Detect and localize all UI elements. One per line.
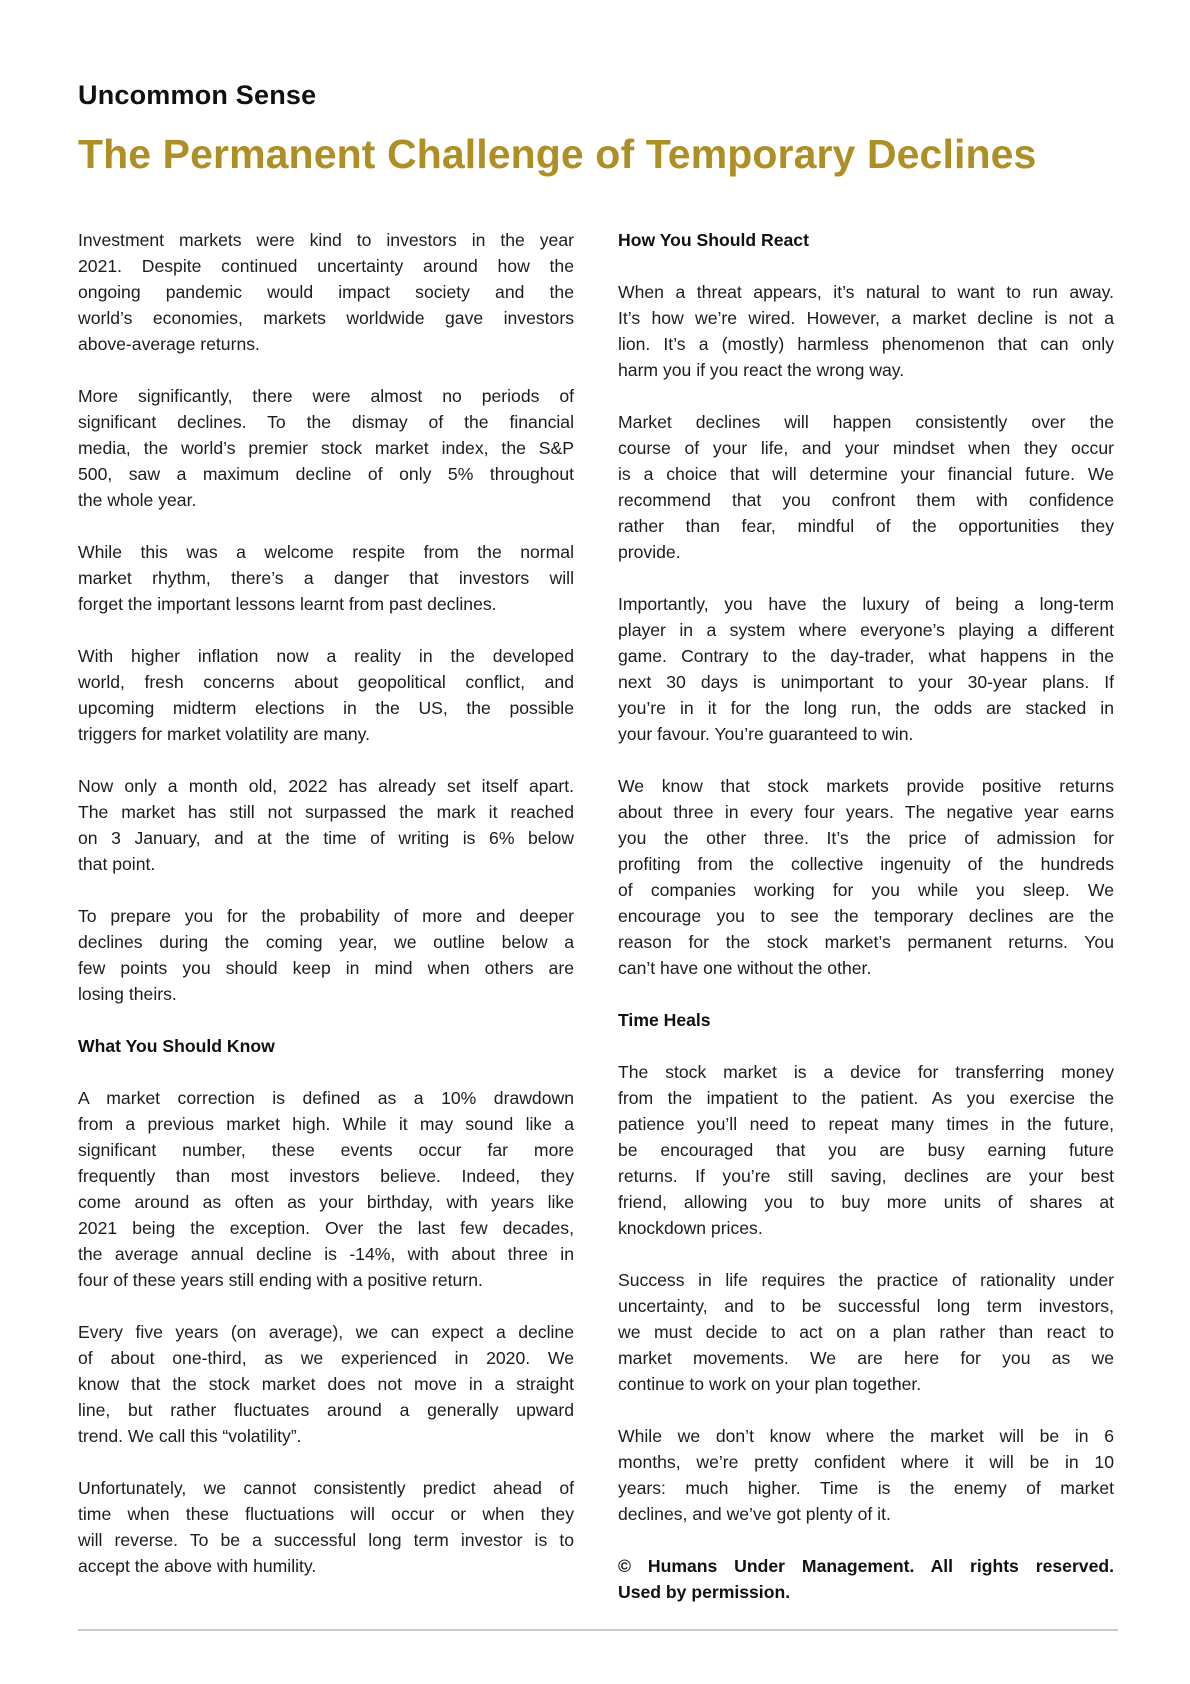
text-line: When a threat appears, it’s natural to want to run away. — [618, 282, 1114, 302]
paragraph — [618, 1423, 1114, 1527]
text-line: know that the stock market does not move in a straight — [78, 1374, 574, 1394]
paragraph — [78, 773, 574, 877]
text-line: years: much higher. Time is the enemy of market — [618, 1478, 1114, 1498]
text-line: forget the important lessons learnt from past declines. — [78, 594, 497, 614]
text-line: rather than fear, mindful of the opportunities they — [618, 516, 1114, 536]
text-line: 2021. Despite continued uncertainty around how the — [78, 256, 574, 276]
text-line: 2021 being the exception. Over the last few decades, — [78, 1218, 574, 1238]
text-line: world’s economies, markets worldwide gave investors — [78, 308, 574, 328]
text-line: significant declines. To the dismay of the financial — [78, 412, 574, 432]
text-line: triggers for market volatility are many. — [78, 724, 371, 744]
paragraph — [78, 1085, 574, 1293]
paragraph — [78, 227, 574, 357]
text-line: losing theirs. — [78, 984, 177, 1004]
text-line: Unfortunately, we cannot consistently predict ahead of — [78, 1478, 574, 1498]
text-line: few points you should keep in mind when others are — [78, 958, 574, 978]
text-line: profiting from the collective ingenuity of the hundreds — [618, 854, 1114, 874]
text-line: Used by permission. — [618, 1582, 791, 1602]
text-line: encourage you to see the temporary declines are the — [618, 906, 1114, 926]
text-line: While this was a welcome respite from the normal — [78, 542, 574, 562]
text-line: be encouraged that you are busy earning future — [618, 1140, 1114, 1160]
text-line: ongoing pandemic would impact society and the — [78, 282, 574, 302]
text-line: recommend that you confront them with confidence — [618, 490, 1114, 510]
left-column — [78, 227, 574, 1605]
paragraph — [78, 383, 574, 513]
paragraph — [618, 279, 1114, 383]
text-line: It’s how we’re wired. However, a market decline is not a — [618, 308, 1114, 328]
text-line: four of these years still ending with a positive return. — [78, 1270, 483, 1290]
footer-divider — [78, 1629, 1118, 1631]
text-line: trend. We call this “volatility”. — [78, 1426, 302, 1446]
section-heading-what-you-should-know: What You Should Know — [78, 1036, 275, 1056]
text-line: market movements. We are here for you as we — [618, 1348, 1114, 1368]
text-line: More significantly, there were almost no periods of — [78, 386, 574, 406]
text-line: 500, saw a maximum decline of only 5% throughout — [78, 464, 574, 484]
text-line: upcoming midterm elections in the US, the possible — [78, 698, 574, 718]
text-line: that point. — [78, 854, 156, 874]
text-line: time when these fluctuations will occur or when they — [78, 1504, 574, 1524]
text-line: continue to work on your plan together. — [618, 1374, 922, 1394]
paragraph — [78, 1319, 574, 1449]
text-line: you the other three. It’s the price of admission for — [618, 828, 1114, 848]
paragraph — [78, 1475, 574, 1579]
copyright-notice — [618, 1553, 1114, 1605]
text-line: friend, allowing you to buy more units of shares at — [618, 1192, 1114, 1212]
text-line: you’re in it for the long run, the odds are stacked in — [618, 698, 1114, 718]
text-line: provide. — [618, 542, 681, 562]
paragraph — [78, 643, 574, 747]
kicker-heading: Uncommon Sense — [78, 80, 317, 110]
text-line: Every five years (on average), we can expect a decline — [78, 1322, 574, 1342]
text-line: declines during the coming year, we outline below a — [78, 932, 574, 952]
paragraph — [618, 773, 1114, 981]
text-line: Now only a month old, 2022 has already set itself apart. — [78, 776, 574, 796]
paragraph — [618, 1267, 1114, 1397]
text-line: returns. If you’re still saving, declines are your best — [618, 1166, 1114, 1186]
text-line: reason for the stock market’s permanent returns. You — [618, 932, 1114, 952]
text-line: is a choice that will determine your financial future. We — [618, 464, 1114, 484]
text-line: © Humans Under Management. All rights reserved. — [618, 1556, 1114, 1576]
paragraph — [618, 409, 1114, 565]
text-line: knockdown prices. — [618, 1218, 763, 1238]
text-line: To prepare you for the probability of more and deeper — [78, 906, 574, 926]
text-line: the whole year. — [78, 490, 197, 510]
text-line: of about one-third, as we experienced in 2020. We — [78, 1348, 574, 1368]
text-line: about three in every four years. The negative year earns — [618, 802, 1114, 822]
text-line: can’t have one without the other. — [618, 958, 872, 978]
text-line: player in a system where everyone’s playing a different — [618, 620, 1114, 640]
text-line: months, we’re pretty confident where it will be in 10 — [618, 1452, 1114, 1472]
section-heading-how-you-should-react: How You Should React — [618, 230, 809, 250]
text-line: While we don’t know where the market will be in 6 — [618, 1426, 1114, 1446]
text-line: Importantly, you have the luxury of being a long-term — [618, 594, 1114, 614]
text-line: from a previous market high. While it may sound like a — [78, 1114, 574, 1134]
text-line: next 30 days is unimportant to your 30-year plans. If — [618, 672, 1114, 692]
text-line: line, but rather fluctuates around a generally upward — [78, 1400, 574, 1420]
paragraph — [618, 591, 1114, 747]
paragraph — [78, 903, 574, 1007]
text-line: Investment markets were kind to investors in the year — [78, 230, 574, 250]
text-line: above-average returns. — [78, 334, 260, 354]
text-line: patience you’ll need to repeat many times in the future, — [618, 1114, 1114, 1134]
text-line: we must decide to act on a plan rather than react to — [618, 1322, 1114, 1342]
text-line: will reverse. To be a successful long term investor is to — [78, 1530, 574, 1550]
text-line: With higher inflation now a reality in the developed — [78, 646, 574, 666]
text-line: The market has still not surpassed the mark it reached — [78, 802, 574, 822]
text-line: Market declines will happen consistently over the — [618, 412, 1114, 432]
text-line: significant number, these events occur far more — [78, 1140, 574, 1160]
text-line: A market correction is defined as a 10% drawdown — [78, 1088, 574, 1108]
text-line: uncertainty, and to be successful long term investors, — [618, 1296, 1114, 1316]
text-line: media, the world’s premier stock market index, the S&P — [78, 438, 574, 458]
text-line: of companies working for you while you sleep. We — [618, 880, 1114, 900]
text-line: from the impatient to the patient. As you exercise the — [618, 1088, 1114, 1108]
text-line: declines, and we’ve got plenty of it. — [618, 1504, 891, 1524]
text-line: lion. It’s a (mostly) harmless phenomenon that can only — [618, 334, 1114, 354]
text-line: frequently than most investors believe. Indeed, they — [78, 1166, 574, 1186]
right-column — [618, 227, 1114, 1631]
text-line: We know that stock markets provide positive returns — [618, 776, 1114, 796]
text-line: on 3 January, and at the time of writing is 6% below — [78, 828, 574, 848]
text-line: the average annual decline is -14%, with about three in — [78, 1244, 574, 1264]
text-line: world, fresh concerns about geopolitical conflict, and — [78, 672, 574, 692]
text-line: harm you if you react the wrong way. — [618, 360, 905, 380]
text-line: The stock market is a device for transferring money — [618, 1062, 1114, 1082]
text-line: Success in life requires the practice of rationality under — [618, 1270, 1114, 1290]
text-line: come around as often as your birthday, with years like — [78, 1192, 574, 1212]
text-line: market rhythm, there’s a danger that investors will — [78, 568, 574, 588]
article-title: The Permanent Challenge of Temporary Declines — [78, 131, 1037, 177]
text-line: accept the above with humility. — [78, 1556, 317, 1576]
text-line: course of your life, and your mindset when they occur — [618, 438, 1114, 458]
paragraph — [618, 1059, 1114, 1241]
paragraph — [78, 539, 574, 617]
section-heading-time-heals: Time Heals — [618, 1010, 711, 1030]
text-line: game. Contrary to the day-trader, what happens in the — [618, 646, 1114, 666]
text-line: your favour. You’re guaranteed to win. — [618, 724, 914, 744]
